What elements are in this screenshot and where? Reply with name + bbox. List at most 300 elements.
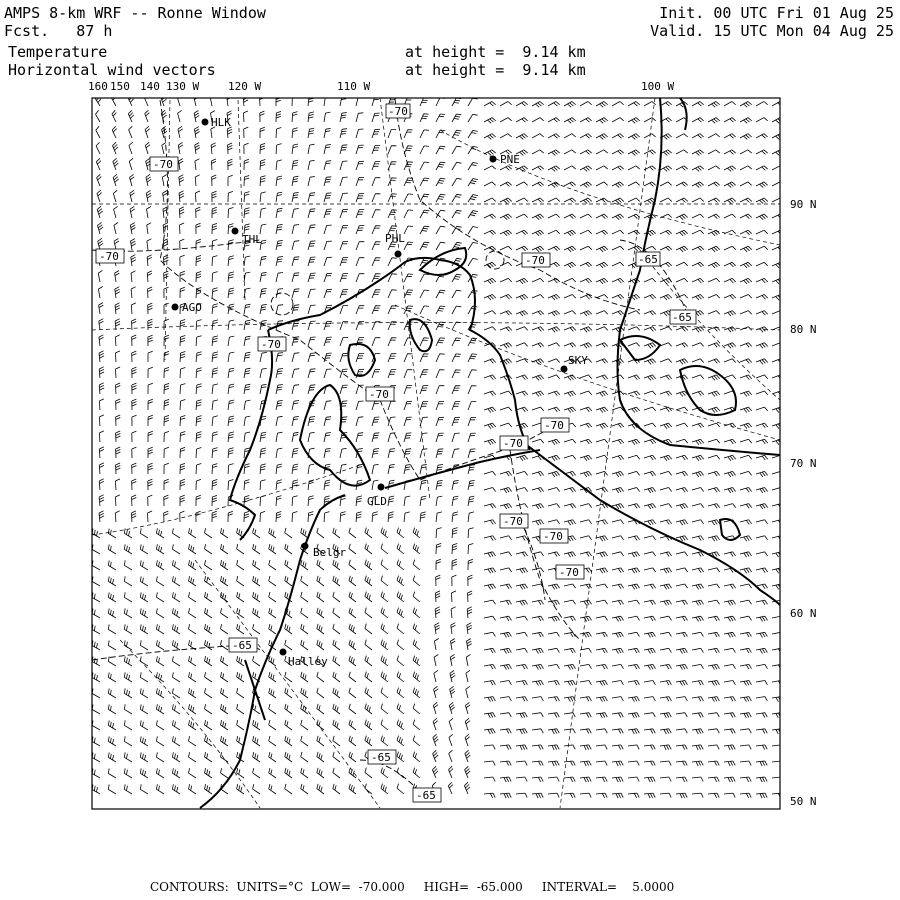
wind-barb: [221, 624, 229, 634]
wind-barb: [660, 793, 671, 798]
wind-barb: [468, 242, 478, 250]
wind-barb: [99, 479, 104, 490]
wind-barb: [756, 455, 768, 460]
wind-barb: [140, 720, 148, 730]
wind-barb: [349, 608, 356, 618]
wind-barb: [253, 752, 260, 762]
wind-barb: [205, 608, 213, 618]
wind-barb: [221, 704, 229, 714]
wind-barb: [756, 632, 767, 637]
wind-barb: [276, 111, 281, 122]
contour-label: [96, 249, 124, 263]
wind-barb: [436, 433, 444, 442]
wind-barb: [756, 262, 768, 266]
wind-barb: [516, 697, 527, 702]
wind-barb: [221, 672, 229, 682]
wind-barb: [644, 230, 656, 236]
wind-barb: [96, 158, 101, 170]
wind-barb: [580, 471, 592, 477]
wind-barb: [580, 745, 591, 750]
wind-barb: [356, 512, 362, 522]
wind-barb: [660, 182, 672, 186]
wind-barb: [397, 736, 404, 746]
wind-barb: [500, 584, 512, 589]
wind-barb: [349, 768, 356, 778]
wind-barb: [500, 343, 512, 349]
wind-barb: [708, 134, 720, 138]
wind-barb: [221, 560, 229, 570]
wind-barb: [113, 142, 119, 154]
wind-barb: [156, 544, 164, 554]
wind-barb: [132, 415, 137, 426]
wind-barb: [548, 471, 560, 477]
wind-barb: [324, 145, 331, 155]
wind-barb: [596, 423, 608, 429]
lon-label: 120 W: [228, 80, 262, 93]
station-marker-ago: [172, 304, 179, 311]
wind-barb: [756, 246, 768, 250]
wind-barb: [98, 271, 102, 283]
wind-barb: [612, 182, 624, 188]
wind-barb: [692, 600, 704, 605]
wind-barb: [381, 672, 388, 682]
wind-barb: [244, 159, 249, 170]
wind-barb: [253, 528, 260, 538]
wind-barb: [397, 528, 404, 538]
wind-barb: [564, 407, 576, 412]
wind-barb: [99, 335, 104, 346]
station-label-thl: THL: [242, 233, 262, 246]
wind-barb: [628, 102, 640, 107]
wind-barb: [92, 721, 100, 730]
wind-barb: [131, 303, 136, 314]
wind-barb: [397, 544, 404, 554]
wind-barb: [676, 134, 688, 138]
wind-barb: [260, 288, 267, 298]
wind-barb: [372, 113, 380, 122]
wind-barb: [108, 641, 116, 651]
wind-barb: [772, 729, 783, 734]
wind-barb: [564, 295, 576, 299]
wind-barb: [212, 272, 218, 282]
wind-barb: [172, 608, 180, 618]
wind-barb: [500, 600, 512, 605]
wind-barb: [92, 545, 100, 554]
wind-barb: [580, 278, 592, 283]
wind-barb: [564, 278, 576, 282]
wind-barb: [564, 488, 576, 493]
wind-barb: [484, 311, 496, 315]
wind-barb: [381, 592, 388, 602]
wind-barb: [420, 194, 429, 202]
contour-label: [522, 253, 550, 267]
lat-label: 80 N: [790, 323, 817, 336]
wind-barb: [628, 600, 640, 604]
wind-barb: [340, 193, 348, 202]
wind-barb: [276, 208, 283, 218]
wind-barb: [420, 417, 428, 426]
wind-barb: [172, 704, 180, 714]
contour-legend: CONTOURS: UNITS=°C LOW= -70.000 HIGH= -65.000 INTERVAL= 5.0000: [150, 880, 675, 894]
wind-barb: [116, 447, 121, 458]
wind-barb: [292, 289, 299, 298]
wind-barb: [452, 544, 457, 555]
wind-barb: [276, 95, 281, 106]
wind-barb: [301, 784, 308, 794]
wind-barb: [349, 640, 356, 650]
wind-barb: [564, 681, 575, 686]
wind-barb: [676, 182, 688, 187]
wind-barb: [724, 166, 736, 172]
wind-barb: [660, 423, 672, 429]
wind-barb: [612, 230, 624, 234]
coastline: [410, 319, 432, 351]
wind-barb: [324, 512, 330, 522]
wind-barb: [772, 616, 784, 620]
svg-text:-70: -70: [503, 437, 523, 450]
wind-barb: [452, 559, 457, 570]
wind-barb: [108, 561, 116, 571]
wind-barb: [660, 166, 672, 172]
wind-barb: [676, 198, 688, 203]
wind-barb: [740, 134, 752, 140]
wind-barb: [292, 257, 299, 266]
wind-barb: [500, 262, 512, 266]
wind-barb: [269, 528, 276, 538]
wind-barb: [404, 194, 413, 202]
wind-barb: [99, 399, 104, 410]
wind-barb: [580, 713, 591, 718]
wind-barb: [692, 793, 703, 798]
lat-label: 60 N: [790, 607, 817, 620]
wind-barb: [628, 327, 640, 331]
wind-barb: [212, 288, 218, 298]
wind-barb: [129, 158, 133, 170]
wind-barb: [164, 447, 169, 458]
wind-barb: [194, 94, 199, 106]
wind-barb: [532, 278, 544, 282]
wind-barb: [260, 480, 266, 490]
wind-barb: [349, 656, 356, 666]
wind-barb: [644, 118, 656, 122]
wind-barb: [452, 433, 460, 442]
wind-barb: [237, 624, 244, 634]
wind-barb: [548, 359, 560, 363]
wind-barb: [548, 134, 560, 139]
station-marker-halley: [280, 649, 287, 656]
wind-barb: [420, 114, 429, 122]
wind-barb: [124, 560, 132, 570]
wind-barb: [548, 118, 560, 122]
wind-barb: [436, 338, 445, 346]
wind-barb: [676, 568, 688, 572]
wind-barb: [724, 664, 736, 668]
wind-barb: [708, 536, 720, 541]
wind-barb: [436, 496, 442, 506]
wind-barb: [404, 226, 413, 234]
wind-barb: [140, 624, 148, 634]
wind-barb: [449, 718, 453, 730]
wind-barb: [772, 552, 784, 557]
wind-barb: [724, 681, 735, 685]
wind-barb: [237, 720, 244, 730]
wind-barb: [532, 761, 543, 766]
wind-barb: [372, 210, 381, 218]
wind-barb: [676, 648, 687, 653]
wind-barb: [467, 607, 472, 618]
wind-barb: [285, 560, 292, 570]
wind-barb: [660, 471, 672, 475]
station-marker-pne: [490, 156, 497, 163]
wind-barb: [333, 672, 340, 682]
wind-barb: [212, 336, 218, 346]
wind-barb: [212, 448, 218, 458]
wind-barb: [317, 528, 324, 538]
wind-barb: [708, 150, 720, 154]
wind-barb: [308, 193, 315, 202]
wind-barb: [260, 496, 265, 506]
wind-barb: [532, 150, 544, 154]
wind-barb: [628, 632, 639, 636]
wind-barb: [450, 671, 455, 683]
wind-barb: [468, 528, 474, 538]
wind-barb: [644, 182, 656, 187]
wind-barb: [164, 383, 169, 394]
contour-label: [556, 565, 584, 579]
wind-barb: [131, 511, 136, 522]
wind-barb: [676, 600, 688, 605]
wind-barb: [433, 718, 438, 730]
wind-barb: [548, 375, 560, 379]
wind-barb: [708, 391, 720, 397]
wind-barb: [365, 592, 372, 602]
wind-barb: [333, 720, 340, 730]
wind-barb: [484, 150, 496, 156]
wind-barb: [404, 433, 411, 442]
wind-barb: [113, 158, 118, 170]
wind-barb: [628, 488, 640, 492]
wind-barb: [189, 672, 197, 682]
wind-barb: [324, 161, 331, 170]
wind-barb: [413, 672, 420, 682]
wind-barb: [612, 166, 624, 171]
wind-barb: [205, 544, 213, 554]
wind-barb: [333, 624, 340, 634]
wind-barb: [692, 166, 704, 172]
wind-barb: [452, 512, 458, 522]
wind-barb: [724, 777, 735, 782]
wind-barb: [449, 750, 453, 762]
wind-barb: [500, 504, 512, 509]
wind-barb: [612, 520, 624, 524]
wind-barb: [596, 343, 608, 348]
wind-barb: [372, 369, 380, 378]
wind-barb: [172, 768, 180, 778]
wind-barb: [308, 432, 315, 442]
wind-barb: [548, 681, 559, 686]
wind-barb: [156, 592, 164, 602]
wind-barb: [724, 632, 735, 637]
wind-barb: [676, 166, 688, 171]
wind-barb: [676, 504, 688, 509]
wind-barb: [660, 552, 672, 557]
wind-barb: [397, 752, 404, 762]
wind-barb: [420, 98, 429, 106]
wind-barb: [244, 127, 249, 138]
wind-barb: [156, 656, 164, 666]
wind-barb: [205, 672, 213, 682]
wind-barb: [596, 664, 608, 669]
wind-barb: [161, 94, 167, 106]
wind-barb: [172, 784, 180, 794]
wind-barb: [452, 98, 461, 106]
wind-barb: [340, 353, 348, 362]
wind-barb: [580, 793, 591, 798]
wind-barb: [196, 255, 201, 266]
wind-barb: [317, 608, 324, 618]
wind-barb: [420, 290, 429, 298]
wind-barb: [308, 177, 315, 187]
wind-barb: [301, 720, 308, 730]
wind-barb: [644, 150, 656, 155]
wind-barb: [404, 401, 412, 410]
wind-barb: [180, 479, 185, 490]
wind-barb: [724, 729, 735, 734]
wind-barb: [194, 127, 199, 138]
wind-barb: [772, 632, 783, 636]
wind-barb: [292, 112, 298, 122]
wind-barb: [140, 736, 148, 746]
wind-barb: [468, 433, 476, 442]
wind-barb: [196, 495, 201, 506]
wind-barb: [468, 480, 475, 490]
wind-barb: [301, 560, 308, 570]
wind-barb: [660, 648, 671, 652]
wind-barb: [115, 495, 120, 506]
wind-barb: [548, 343, 560, 347]
wind-barb: [516, 600, 528, 605]
wind-barb: [388, 210, 397, 218]
wind-barb: [196, 352, 202, 362]
wind-barb: [140, 528, 148, 538]
wind-barb: [484, 471, 496, 475]
wind-barb: [108, 737, 116, 747]
wind-barb: [596, 230, 608, 235]
wind-barb: [484, 713, 495, 718]
svg-text:-70: -70: [525, 254, 545, 267]
wind-barb: [708, 681, 719, 686]
wind-barb: [449, 702, 454, 714]
wind-barb: [420, 496, 426, 506]
wind-barb: [285, 688, 292, 698]
wind-barb: [692, 729, 703, 734]
wind-barb: [612, 793, 623, 798]
wind-barb: [365, 576, 372, 586]
wind-barb: [516, 407, 528, 412]
wind-barb: [660, 632, 671, 636]
wind-barb: [269, 704, 276, 714]
wind-barb: [148, 463, 153, 474]
wind-barb: [692, 214, 704, 218]
wind-barb: [285, 736, 292, 746]
wind-barb: [580, 455, 592, 460]
wind-barb: [612, 102, 624, 107]
wind-barb: [196, 432, 202, 442]
wind-barb: [365, 544, 372, 554]
wind-barb: [756, 600, 768, 605]
wind-barb: [692, 471, 704, 477]
wind-barb: [692, 632, 703, 636]
wind-barb: [756, 214, 768, 220]
wind-barb: [724, 745, 735, 750]
wind-barb: [692, 439, 704, 444]
wind-barb: [500, 471, 512, 476]
wind-barb: [772, 118, 784, 124]
wind-barb: [269, 720, 276, 730]
wind-barb: [317, 752, 324, 762]
wind-barb: [156, 624, 164, 634]
coastline: [268, 258, 530, 450]
contour-label: [670, 310, 696, 324]
wind-barb: [228, 511, 233, 522]
wind-barb: [413, 752, 420, 762]
wind-barb: [381, 784, 388, 794]
wind-barb: [420, 210, 429, 218]
wind-barb: [253, 704, 260, 714]
wind-barb: [692, 552, 704, 557]
wind-barb: [317, 640, 324, 650]
wind-barb: [244, 416, 250, 426]
wind-barb: [612, 246, 624, 250]
wind-barb: [317, 736, 324, 746]
wind-barb: [301, 624, 308, 634]
wind-barb: [292, 416, 299, 426]
wind-barb: [189, 704, 197, 714]
wind-barb: [452, 130, 461, 138]
wind-barb: [420, 226, 429, 234]
wind-barb: [548, 745, 559, 750]
wind-barb: [196, 368, 202, 378]
wind-barb: [404, 146, 413, 154]
meridian-arc-2: [395, 305, 780, 440]
wind-barb: [612, 713, 623, 718]
wind-barb: [228, 208, 233, 219]
wind-barb: [612, 134, 624, 139]
wind-barb: [772, 793, 783, 798]
wind-barb: [692, 359, 704, 363]
wind-barb: [548, 295, 560, 301]
wind-barb: [404, 496, 410, 506]
station-marker-gld: [378, 484, 385, 491]
wind-barb: [340, 464, 347, 474]
wind-barb: [156, 704, 164, 714]
wind-barb: [692, 102, 704, 107]
lon-label: 140: [140, 80, 160, 93]
wind-barb: [116, 463, 121, 474]
wind-barb: [564, 375, 576, 381]
wind-barb: [124, 656, 132, 666]
wind-barb: [132, 479, 137, 490]
wind-barb: [92, 529, 100, 538]
wind-barb: [500, 664, 512, 669]
wind-barb: [244, 208, 250, 218]
wind-barb: [580, 166, 592, 172]
wind-barb: [301, 640, 308, 650]
wind-barb: [436, 449, 443, 458]
wind-barb: [708, 375, 720, 381]
wind-barb: [148, 431, 153, 442]
wind-barb: [333, 528, 340, 538]
